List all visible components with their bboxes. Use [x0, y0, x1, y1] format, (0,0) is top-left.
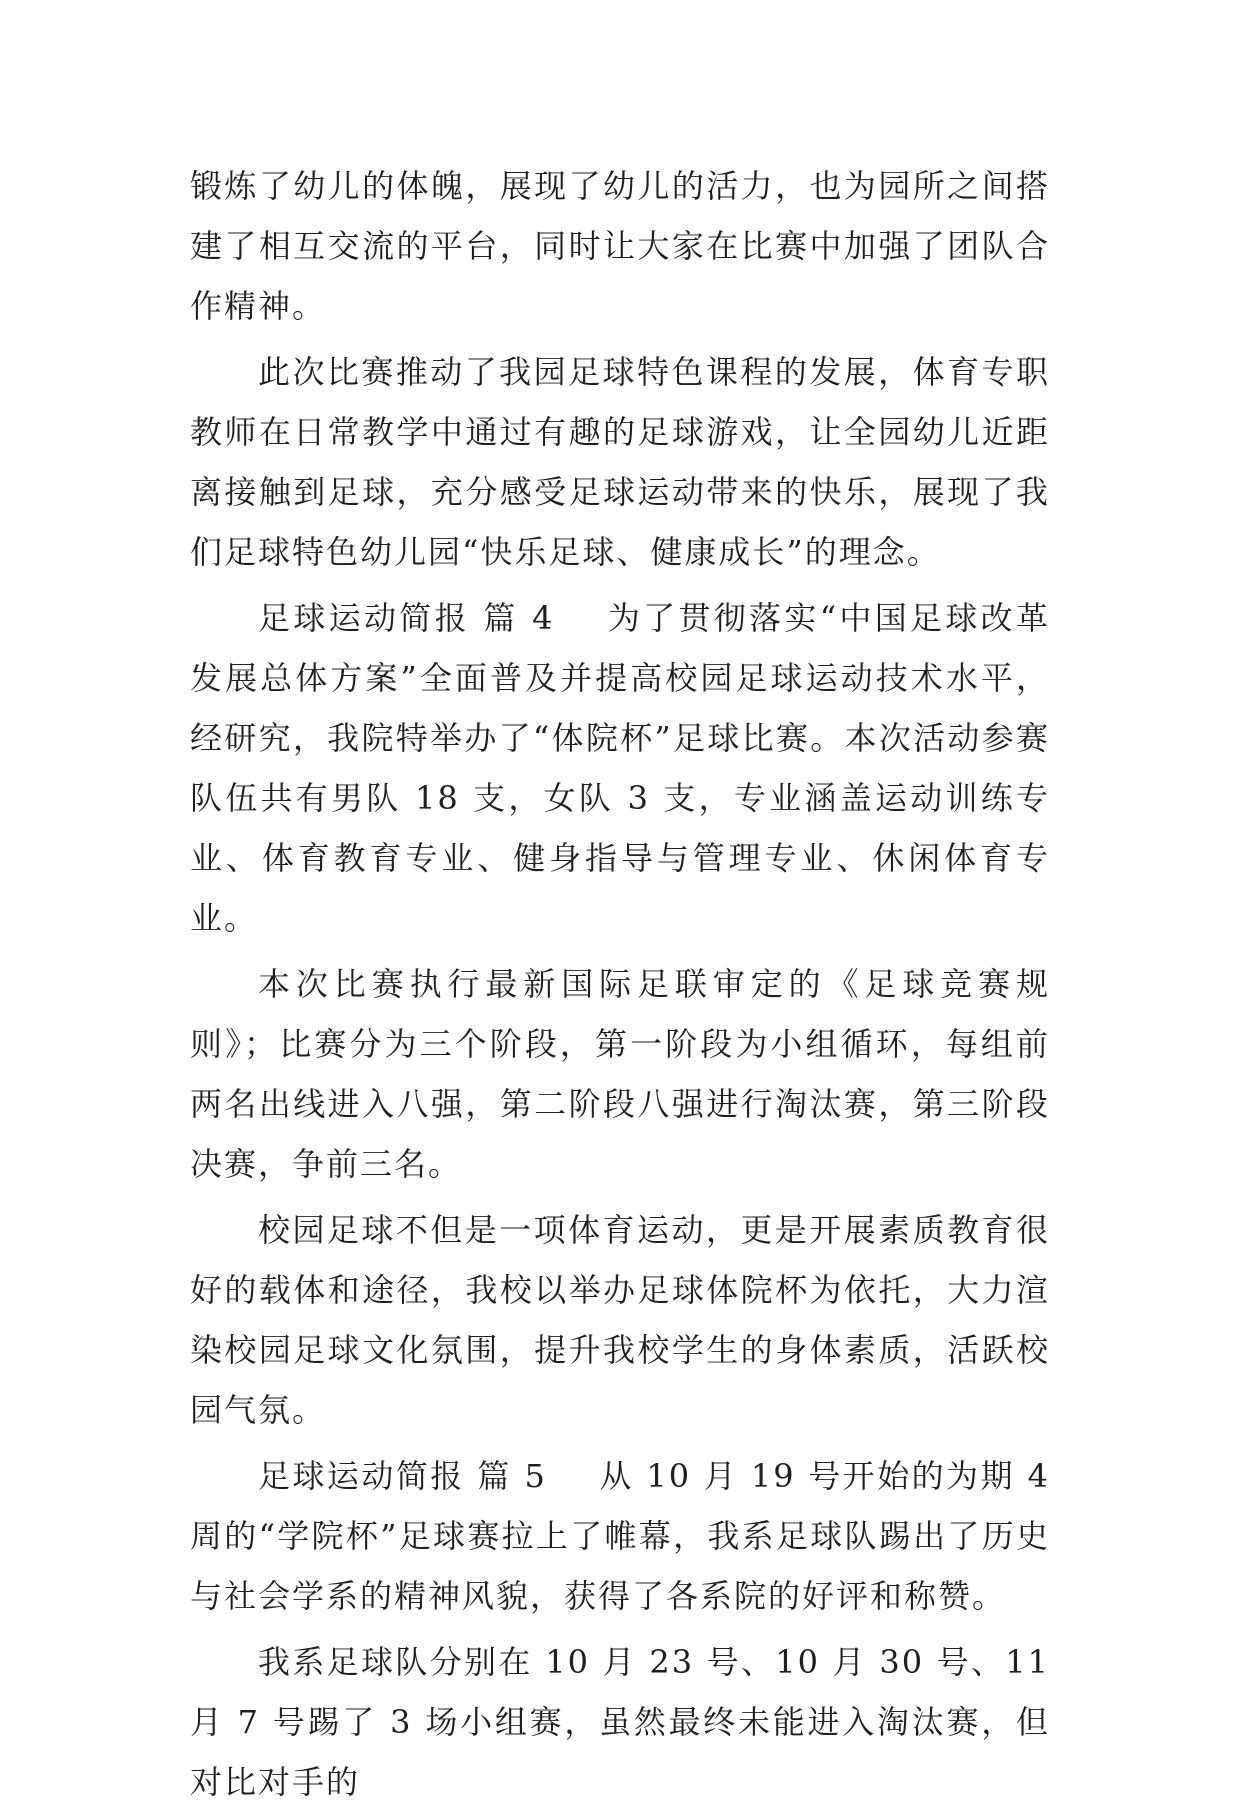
paragraph-3	[190, 588, 1050, 948]
paragraph-3-text: 为了贯彻落实“中国足球改革发展总体方案”全面普及并提高校园足球运动技术水平，经研究，我院特举办了“体院杯”足球比赛。本次活动参赛队伍共有男队 18 支，女队 3 支，专业涵盖运动训练专业、体育教育专业、健身指导与管理专业、休闲体育专业。	[190, 599, 1050, 937]
paragraph-2: 此次比赛推动了我园足球特色课程的发展，体育专职教师在日常教学中通过有趣的足球游戏，让全园幼儿近距离接触到足球，充分感受足球运动带来的快乐，展现了我们足球特色幼儿园“快乐足球、健康成长”的理念。	[190, 353, 1050, 571]
section-heading-4: 足球运动简报 篇 4	[258, 599, 555, 637]
paragraph-1: 锻炼了幼儿的体魄，展现了幼儿的活力，也为园所之间搭建了相互交流的平台，同时让大家在比赛中加强了团队合作精神。	[190, 167, 1050, 325]
paragraph-6-text: 从 10 月 19 号开始的为期 4 周的“学院杯”足球赛拉上了帷幕，我系足球队踢出了历史与社会学系的精神风貌，获得了各系院的好评和称赞。	[190, 1457, 1050, 1615]
paragraph-5: 校园足球不但是一项体育运动，更是开展素质教育很好的载体和途径，我校以举办足球体院杯为依托，大力渲染校园足球文化氛围，提升我校学生的身体素质，活跃校园气氛。	[190, 1211, 1050, 1429]
section-heading-5: 足球运动简报 篇 5	[258, 1457, 547, 1495]
document-body	[190, 156, 1050, 1818]
paragraph-7: 我系足球队分别在 10 月 23 号、10 月 30 号、11 月 7 号踢了 3 场小组赛，虽然最终未能进入淘汰赛，但对比对手的	[190, 1643, 1050, 1801]
paragraph-6	[190, 1446, 1050, 1626]
paragraph-4: 本次比赛执行最新国际足联审定的《足球竞赛规则》；比赛分为三个阶段，第一阶段为小组循环，每组前两名出线进入八强，第二阶段八强进行淘汰赛，第三阶段决赛，争前三名。	[190, 965, 1050, 1183]
